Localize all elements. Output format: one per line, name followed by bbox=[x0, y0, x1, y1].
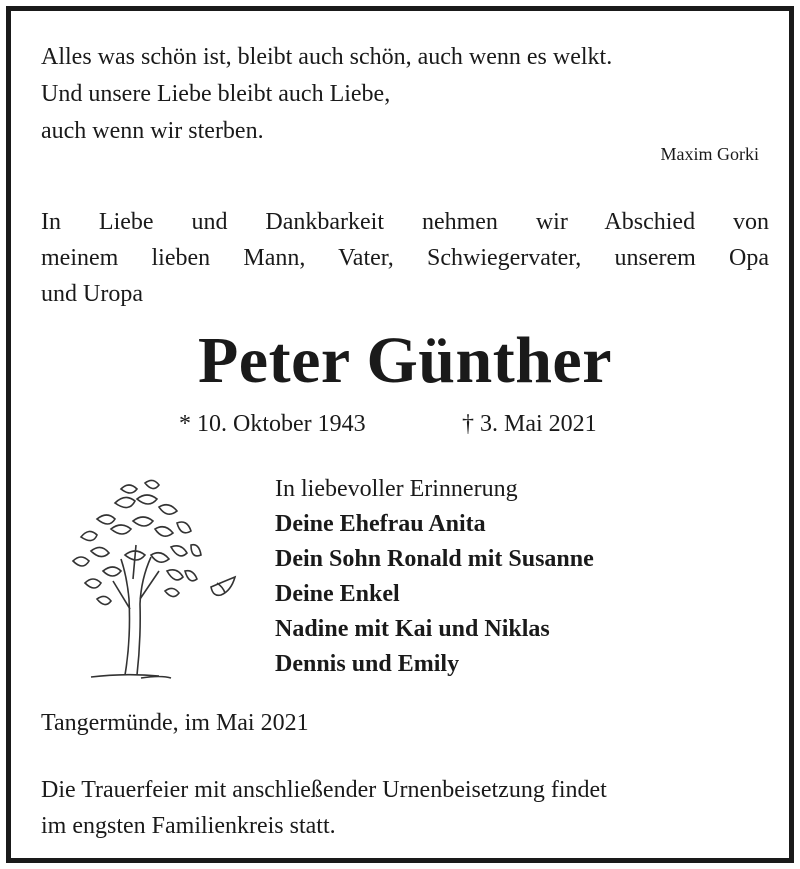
family-member: Dein Sohn Ronald mit Susanne bbox=[275, 546, 594, 572]
poem-line: Und unsere Liebe bleibt auch Liebe, bbox=[41, 81, 391, 107]
poem-author: Maxim Gorki bbox=[660, 144, 759, 164]
tree-icon bbox=[41, 459, 247, 687]
obituary-frame bbox=[6, 6, 794, 863]
family-member: Nadine mit Kai und Niklas bbox=[275, 616, 550, 642]
funeral-line: Die Trauerfeier mit anschließender Urnenbeisetzung findet bbox=[41, 777, 607, 803]
funeral-notice bbox=[41, 772, 607, 844]
intro-text bbox=[41, 204, 769, 312]
place-date: Tangermünde, im Mai 2021 bbox=[41, 710, 309, 736]
family-member: Deine Enkel bbox=[275, 581, 400, 607]
birth-date: * 10. Oktober 1943 bbox=[179, 411, 366, 437]
intro-line: meinem lieben Mann, Vater, Schwiegervater, unserem Opa bbox=[41, 245, 769, 271]
family-member: Dennis und Emily bbox=[275, 651, 460, 677]
funeral-line: im engsten Familienkreis statt. bbox=[41, 813, 336, 839]
poem bbox=[41, 39, 612, 150]
intro-line: In Liebe und Dankbarkeit nehmen wir Abschied von bbox=[41, 209, 769, 235]
intro-line: und Uropa bbox=[41, 281, 143, 307]
poem-line: Alles was schön ist, bleibt auch schön, auch wenn es welkt. bbox=[41, 44, 613, 70]
poem-line: auch wenn wir sterben. bbox=[41, 118, 264, 144]
family-member: Deine Ehefrau Anita bbox=[275, 511, 486, 537]
family-list bbox=[275, 472, 594, 682]
family-intro: In liebevoller Erinnerung bbox=[275, 476, 518, 502]
death-date: † 3. Mai 2021 bbox=[462, 411, 597, 437]
deceased-name: Peter Günther bbox=[197, 324, 612, 397]
